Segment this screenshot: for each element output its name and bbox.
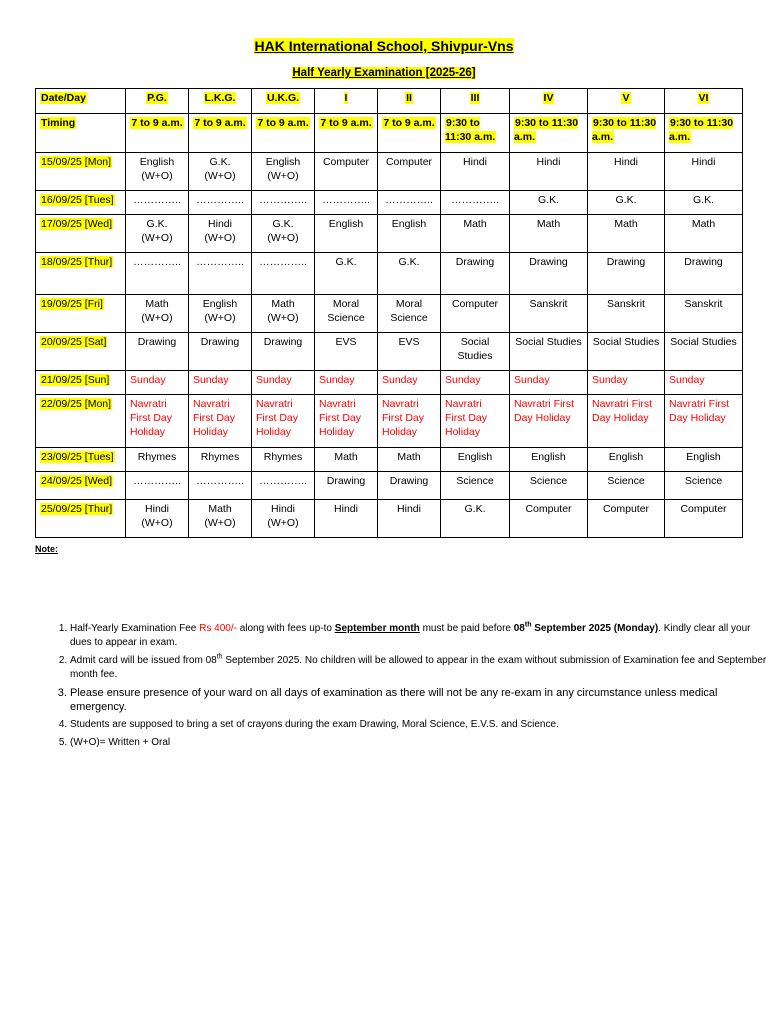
subject-cell: Science — [588, 472, 665, 500]
subject-cell: G.K. (W+O) — [126, 215, 189, 253]
date-cell: 16/09/25 [Tues] — [36, 191, 126, 215]
subject-cell: Sunday — [126, 371, 189, 395]
subject-cell: ………….. — [252, 472, 315, 500]
schedule-row — [36, 253, 743, 295]
subject-cell: Hindi — [510, 153, 588, 191]
subject-cell: ………….. — [189, 253, 252, 295]
subject-cell: English — [665, 448, 743, 472]
subject-cell: Hindi (W+O) — [252, 500, 315, 538]
subject-cell: Navratri First Day Holiday — [252, 395, 315, 448]
subject-cell: English — [510, 448, 588, 472]
subject-cell: Navratri First Day Holiday — [665, 395, 743, 448]
subject-cell: Navratri First Day Holiday — [588, 395, 665, 448]
subject-cell: ………….. — [126, 472, 189, 500]
subject-cell: Navratri First Day Holiday — [126, 395, 189, 448]
subject-cell: Moral Science — [315, 295, 378, 333]
subject-cell: Computer — [665, 500, 743, 538]
subject-cell: Social Studies — [665, 333, 743, 371]
column-header-class: L.K.G. — [189, 89, 252, 114]
subject-cell: Drawing — [315, 472, 378, 500]
subject-cell: Social Studies — [588, 333, 665, 371]
subject-cell: Math — [315, 448, 378, 472]
subject-cell: Sunday — [510, 371, 588, 395]
subject-cell: ………….. — [315, 191, 378, 215]
subject-cell: Computer — [441, 295, 510, 333]
schedule-row — [36, 333, 743, 371]
timing-cell: 7 to 9 a.m. — [189, 114, 252, 153]
subject-cell: Hindi (W+O) — [126, 500, 189, 538]
column-header-class: I — [315, 89, 378, 114]
subject-cell: Drawing — [588, 253, 665, 295]
exam-schedule-table — [35, 88, 743, 538]
column-header-class: P.G. — [126, 89, 189, 114]
schedule-row — [36, 295, 743, 333]
timing-cell: 9:30 to 11:30 a.m. — [441, 114, 510, 153]
subject-cell: Drawing — [252, 333, 315, 371]
subject-cell: Math — [441, 215, 510, 253]
subject-cell: Sunday — [588, 371, 665, 395]
schedule-row — [36, 395, 743, 448]
subject-cell: Moral Science — [378, 295, 441, 333]
subject-cell: Math (W+O) — [189, 500, 252, 538]
subject-cell: Drawing — [510, 253, 588, 295]
subject-cell: Hindi — [315, 500, 378, 538]
subject-cell: Sunday — [189, 371, 252, 395]
date-cell: 21/09/25 [Sun] — [36, 371, 126, 395]
school-title: HAK International School, Shivpur-Vns — [254, 38, 514, 54]
subject-cell: Drawing — [665, 253, 743, 295]
timing-label: Timing — [36, 114, 126, 153]
timing-cell: 7 to 9 a.m. — [126, 114, 189, 153]
subject-cell: G.K. — [315, 253, 378, 295]
timing-cell: 9:30 to 11:30 a.m. — [510, 114, 588, 153]
subject-cell: Drawing — [189, 333, 252, 371]
column-header-class: II — [378, 89, 441, 114]
note-item: 5. (W+O)= Written + Oral — [70, 736, 768, 750]
timing-cell: 7 to 9 a.m. — [315, 114, 378, 153]
subject-cell: ………….. — [252, 191, 315, 215]
subject-cell: G.K. — [441, 500, 510, 538]
subject-cell: Science — [510, 472, 588, 500]
timing-cell: 9:30 to 11:30 a.m. — [588, 114, 665, 153]
date-cell: 25/09/25 [Thur] — [36, 500, 126, 538]
subject-cell: Math — [378, 448, 441, 472]
date-cell: 15/09/25 [Mon] — [36, 153, 126, 191]
subject-cell: Social Studies — [510, 333, 588, 371]
subject-cell: Sanskrit — [588, 295, 665, 333]
subject-cell: Navratri First Day Holiday — [189, 395, 252, 448]
timing-cell: 7 to 9 a.m. — [252, 114, 315, 153]
subject-cell: Navratri First Day Holiday — [378, 395, 441, 448]
subject-cell: Drawing — [441, 253, 510, 295]
subject-cell: Sanskrit — [510, 295, 588, 333]
subject-cell: English (W+O) — [189, 295, 252, 333]
date-cell: 19/09/25 [Fri] — [36, 295, 126, 333]
subject-cell: ………….. — [441, 191, 510, 215]
date-cell: 22/09/25 [Mon] — [36, 395, 126, 448]
note-label: Note: — [35, 544, 58, 554]
subject-cell: English (W+O) — [252, 153, 315, 191]
subject-cell: Math (W+O) — [252, 295, 315, 333]
subject-cell: Rhymes — [189, 448, 252, 472]
subject-cell: ………….. — [378, 191, 441, 215]
timing-row — [36, 114, 743, 153]
column-header-class: V — [588, 89, 665, 114]
date-cell: 18/09/25 [Thur] — [36, 253, 126, 295]
subject-cell: Rhymes — [126, 448, 189, 472]
subject-cell: Social Studies — [441, 333, 510, 371]
schedule-row — [36, 153, 743, 191]
subject-cell: G.K. — [588, 191, 665, 215]
subject-cell: Hindi — [588, 153, 665, 191]
note-item: 4. Students are supposed to bring a set of crayons during the exam Drawing, Moral Science, E.V.S. and Science. — [70, 718, 768, 732]
subject-cell: ………….. — [189, 191, 252, 215]
column-header-class: U.K.G. — [252, 89, 315, 114]
column-header-class: VI — [665, 89, 743, 114]
subject-cell: EVS — [378, 333, 441, 371]
subject-cell: Math (W+O) — [126, 295, 189, 333]
schedule-row — [36, 448, 743, 472]
subject-cell: EVS — [315, 333, 378, 371]
date-cell: 17/09/25 [Wed] — [36, 215, 126, 253]
subject-cell: G.K. (W+O) — [189, 153, 252, 191]
subject-cell: Computer — [510, 500, 588, 538]
subject-cell: ………….. — [126, 191, 189, 215]
subject-cell: Navratri First Day Holiday — [315, 395, 378, 448]
subject-cell: Math — [665, 215, 743, 253]
subject-cell: Computer — [315, 153, 378, 191]
subject-cell: Computer — [378, 153, 441, 191]
subject-cell: Science — [441, 472, 510, 500]
subject-cell: Sunday — [378, 371, 441, 395]
timing-cell: 7 to 9 a.m. — [378, 114, 441, 153]
note-item: 1. Half-Yearly Examination Fee Rs 400/- along with fees up-to September month must be paid before 08th September 2025 (Monday). Kindly clear all your dues to appear in exam. — [70, 622, 768, 650]
subject-cell: Hindi — [665, 153, 743, 191]
subject-cell: ………….. — [126, 253, 189, 295]
subject-cell: ………….. — [189, 472, 252, 500]
subject-cell: Sunday — [665, 371, 743, 395]
subject-cell: G.K. — [378, 253, 441, 295]
schedule-row — [36, 371, 743, 395]
subject-cell: English (W+O) — [126, 153, 189, 191]
date-cell: 20/09/25 [Sat] — [36, 333, 126, 371]
note-item: 2. Admit card will be issued from 08th September 2025. No children will be allowed to appear in the exam without submission of Examination fee and September month fee. — [70, 654, 768, 682]
notes-list — [37, 622, 768, 754]
subject-cell: Drawing — [378, 472, 441, 500]
table-header-row — [36, 89, 743, 114]
schedule-row — [36, 500, 743, 538]
column-header-class: III — [441, 89, 510, 114]
column-header-date: Date/Day — [36, 89, 126, 114]
subject-cell: G.K. — [665, 191, 743, 215]
subject-cell: G.K. (W+O) — [252, 215, 315, 253]
subject-cell: Rhymes — [252, 448, 315, 472]
subject-cell: Math — [588, 215, 665, 253]
subject-cell: ………….. — [252, 253, 315, 295]
subject-cell: Sunday — [252, 371, 315, 395]
timing-cell: 9:30 to 11:30 a.m. — [665, 114, 743, 153]
schedule-row — [36, 191, 743, 215]
subject-cell: English — [588, 448, 665, 472]
schedule-row — [36, 472, 743, 500]
column-header-class: IV — [510, 89, 588, 114]
subject-cell: Math — [510, 215, 588, 253]
date-cell: 23/09/25 [Tues] — [36, 448, 126, 472]
subject-cell: Computer — [588, 500, 665, 538]
subject-cell: Drawing — [126, 333, 189, 371]
schedule-row — [36, 215, 743, 253]
subject-cell: English — [441, 448, 510, 472]
subject-cell: Hindi — [378, 500, 441, 538]
subject-cell: Hindi (W+O) — [189, 215, 252, 253]
subject-cell: Sanskrit — [665, 295, 743, 333]
date-cell: 24/09/25 [Wed] — [36, 472, 126, 500]
subject-cell: Sunday — [315, 371, 378, 395]
subject-cell: English — [378, 215, 441, 253]
subject-cell: Navratri First Day Holiday — [441, 395, 510, 448]
subject-cell: Navratri First Day Holiday — [510, 395, 588, 448]
subject-cell: Science — [665, 472, 743, 500]
subject-cell: Hindi — [441, 153, 510, 191]
subject-cell: Sunday — [441, 371, 510, 395]
subject-cell: G.K. — [510, 191, 588, 215]
subject-cell: English — [315, 215, 378, 253]
exam-title: Half Yearly Examination [2025-26] — [292, 67, 476, 79]
note-item: 3. Please ensure presence of your ward on all days of examination as there will not be any re-exam in any circumstance unless medical emergency. — [70, 686, 768, 714]
